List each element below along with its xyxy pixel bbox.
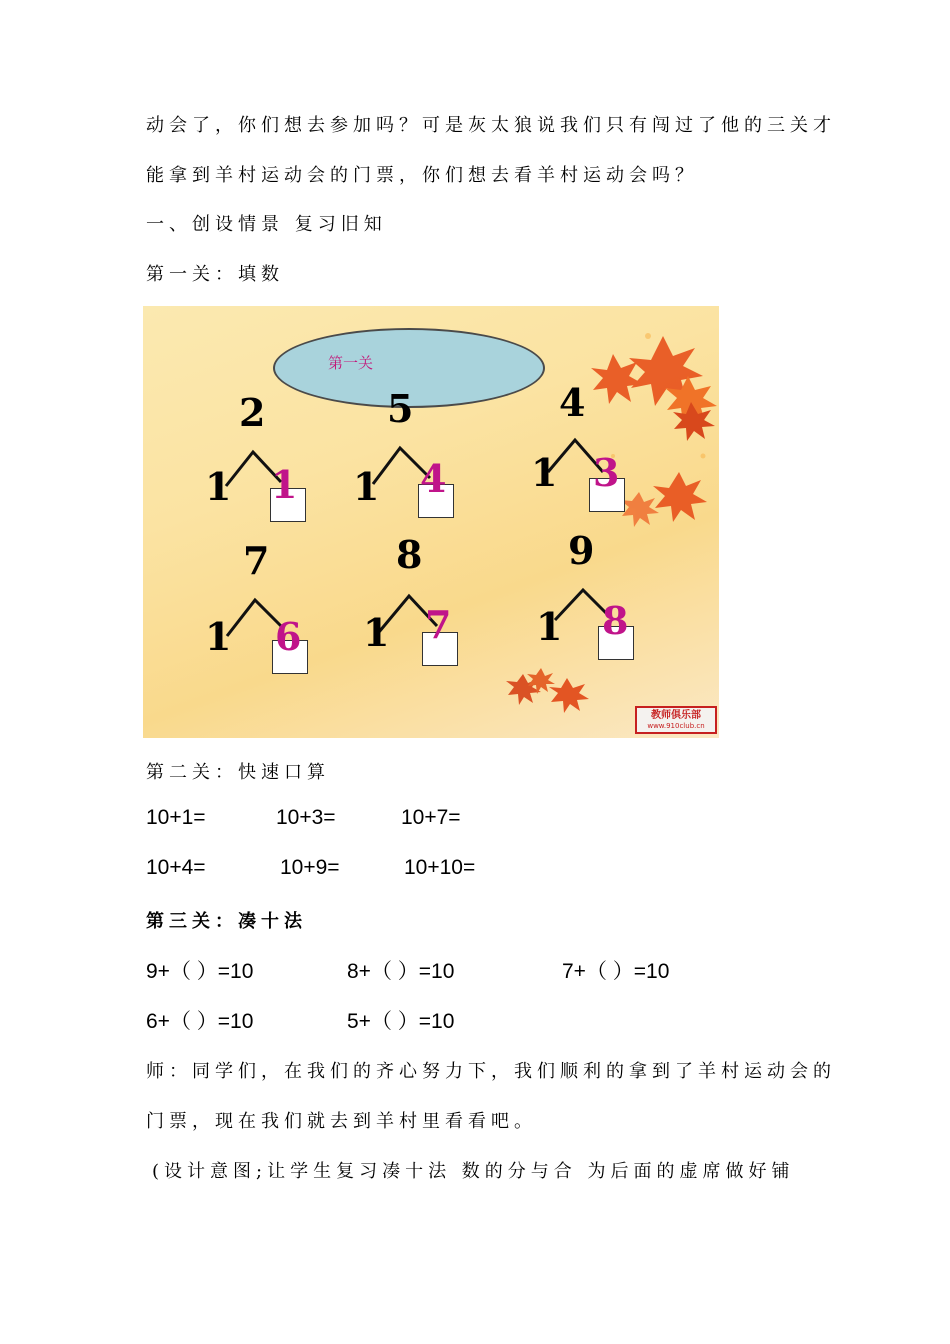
bond-1-total: 2 bbox=[239, 390, 266, 435]
bond-5-left: 1 bbox=[363, 610, 390, 655]
make-ten-2-1: 6+（ ）=10 bbox=[146, 1010, 254, 1033]
bond-1-left: 1 bbox=[205, 464, 232, 509]
watermark-url: www.910club.cn bbox=[647, 722, 705, 730]
slide-title: 第一关 bbox=[328, 354, 374, 372]
bond-4-answer: 6 bbox=[275, 614, 302, 659]
bond-3-left: 1 bbox=[531, 450, 558, 495]
make-ten-1-3: 7+（ ）=10 bbox=[562, 960, 670, 983]
section-heading: 一、创设情景 复习旧知 bbox=[146, 214, 387, 235]
mental-math-1-1: 10+1= bbox=[146, 806, 206, 829]
mental-math-2-3: 10+10= bbox=[404, 856, 476, 879]
mental-math-2-2: 10+9= bbox=[280, 856, 340, 879]
watermark-title: 教师俱乐部 bbox=[651, 710, 701, 721]
bond-3-answer: 3 bbox=[593, 450, 620, 495]
level-3-heading: 第三关：凑十法 bbox=[146, 911, 307, 932]
make-ten-1-2: 8+（ ）=10 bbox=[347, 960, 455, 983]
make-ten-2-2: 5+（ ）=10 bbox=[347, 1010, 455, 1033]
mental-math-2-1: 10+4= bbox=[146, 856, 206, 879]
number-bond-lines bbox=[143, 306, 719, 738]
mental-math-1-2: 10+3= bbox=[276, 806, 336, 829]
teacher-line-2: 门票，现在我们就去到羊村里看看吧。 bbox=[146, 1111, 537, 1132]
bond-6-answer: 8 bbox=[602, 598, 629, 643]
level-1-heading: 第一关：填数 bbox=[146, 264, 284, 285]
intro-line-1: 动会了，你们想去参加吗？可是灰太狼说我们只有闯过了他的三关才 bbox=[146, 115, 836, 136]
design-intent: (设计意图;让学生复习凑十法 数的分与合 为后面的虚席做好铺 bbox=[152, 1161, 795, 1182]
bond-5-total: 8 bbox=[396, 532, 423, 577]
bond-2-left: 1 bbox=[353, 464, 380, 509]
make-ten-1-1: 9+（ ）=10 bbox=[146, 960, 254, 983]
bond-4-total: 7 bbox=[243, 538, 270, 583]
bond-6-left: 1 bbox=[536, 604, 563, 649]
level-1-slide bbox=[143, 306, 719, 738]
bond-2-total: 5 bbox=[387, 386, 414, 431]
bond-1-answer: 1 bbox=[271, 462, 298, 507]
teacher-line-1: 师：同学们，在我们的齐心努力下，我们顺利的拿到了羊村运动会的 bbox=[146, 1061, 836, 1082]
bond-5-answer: 7 bbox=[425, 602, 452, 647]
bond-2-answer: 4 bbox=[420, 456, 447, 501]
level-2-heading: 第二关：快速口算 bbox=[146, 762, 330, 783]
bond-3-total: 4 bbox=[559, 380, 586, 425]
watermark-stamp bbox=[635, 706, 717, 734]
bond-6-total: 9 bbox=[568, 528, 595, 573]
bond-4-left: 1 bbox=[205, 614, 232, 659]
intro-line-2: 能拿到羊村运动会的门票，你们想去看羊村运动会吗？ bbox=[146, 165, 698, 186]
mental-math-1-3: 10+7= bbox=[401, 806, 461, 829]
